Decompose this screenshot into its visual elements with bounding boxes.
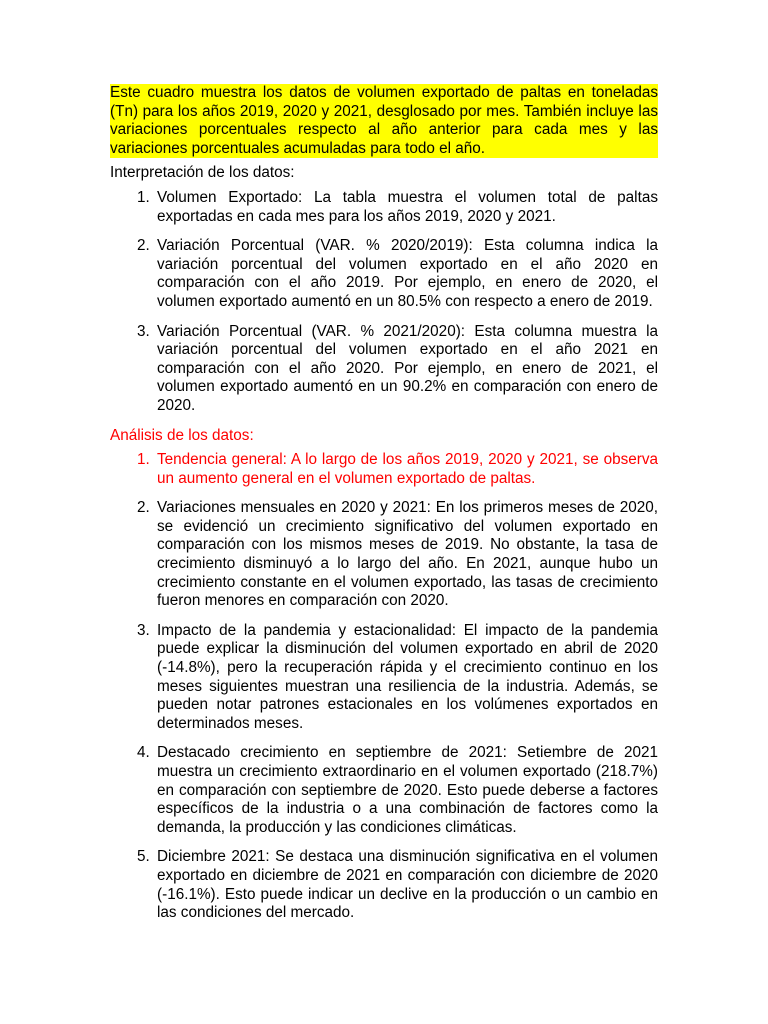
- analysis-heading: Análisis de los datos:: [110, 426, 254, 444]
- list-item-text: Variación Porcentual (VAR. % 2021/2020): Esta columna muestra la variación porcentual del volumen exportado en el año 2021 en comparación con el año 2020. Por ejemplo, en enero de 2021, el volumen exportado aumentó en un 90.2% en comparación con enero de 2020.: [157, 322, 658, 414]
- list-number: 2.: [137, 237, 150, 255]
- highlighted-intro-paragraph: Este cuadro muestra los datos de volumen exportado de paltas en toneladas (Tn) para los años 2019, 2020 y 2021, desglosado por mes. También incluye las variaciones porcentuales respecto al año anterior para cada mes y las variaciones porcentuales acumuladas para todo el año.: [110, 84, 658, 157]
- list-number: 3.: [137, 322, 150, 340]
- list-item: [110, 323, 658, 416]
- list-item: [110, 744, 658, 837]
- list-number: 3.: [137, 621, 150, 639]
- list-item-text: Impacto de la pandemia y estacionalidad: El impacto de la pandemia puede explicar la disminución del volumen exportado en abril de 2020 (-14.8%), pero la recuperación rápida y el crecimiento continuo en los meses siguientes muestran una resiliencia de la industria. Además, se pueden notar patrones estacionales en los volúmenes exportados en determinados meses.: [157, 621, 658, 732]
- list-item-text: Volumen Exportado: La tabla muestra el volumen total de paltas exportadas en cada mes para los años 2019, 2020 y 2021.: [157, 188, 658, 225]
- interpretation-heading: Interpretación de los datos:: [110, 164, 295, 182]
- list-number: 2.: [137, 499, 150, 517]
- list-item-text: Tendencia general: A lo largo de los años 2019, 2020 y 2021, se observa un aumento general en el volumen exportado de paltas.: [157, 451, 658, 487]
- list-item: [110, 622, 658, 734]
- list-number: 1.: [137, 188, 150, 206]
- list-item-text: Diciembre 2021: Se destaca una disminución significativa en el volumen exportado en diciembre de 2021 en comparación con diciembre de 2020 (-16.1%). Esto puede indicar un declive en la producción o un cambio en las condiciones del mercado.: [157, 848, 658, 922]
- list-item: [110, 499, 658, 611]
- list-item-text: Variaciones mensuales en 2020 y 2021: En los primeros meses de 2020, se evidenció un crecimiento significativo del volumen exportado en comparación con los mismos meses de 2019. No obstante, la tasa de crecimiento disminuyó a lo largo del año. En 2021, aunque hubo un crecimiento constante en el volumen exportado, las tasas de crecimiento fueron menores en comparación con 2020.: [157, 499, 658, 610]
- list-item: [110, 451, 658, 488]
- list-item-text: Variación Porcentual (VAR. % 2020/2019): Esta columna indica la variación porcentual del volumen exportado en el año 2020 en comparación con el año 2019. Por ejemplo, en enero de 2020, el volumen exportado aumentó en un 80.5% con respecto a enero de 2019.: [157, 237, 658, 310]
- list-item-text: Destacado crecimiento en septiembre de 2021: Setiembre de 2021 muestra un crecimiento extraordinario en el volumen exportado (218.7%) en comparación con septiembre de 2020. Esto puede deberse a factores específicos de la industria o a una combinación de factores como la demanda, la producción y las condiciones climáticas.: [157, 744, 658, 836]
- list-item: [110, 237, 658, 311]
- document-body: [110, 84, 658, 934]
- list-number: 1.: [137, 451, 150, 469]
- analysis-list: [110, 451, 658, 923]
- list-item: [110, 189, 658, 226]
- list-number: 5.: [137, 848, 150, 866]
- interpretation-list: [110, 189, 658, 416]
- list-item: [110, 848, 658, 922]
- list-number: 4.: [137, 744, 150, 762]
